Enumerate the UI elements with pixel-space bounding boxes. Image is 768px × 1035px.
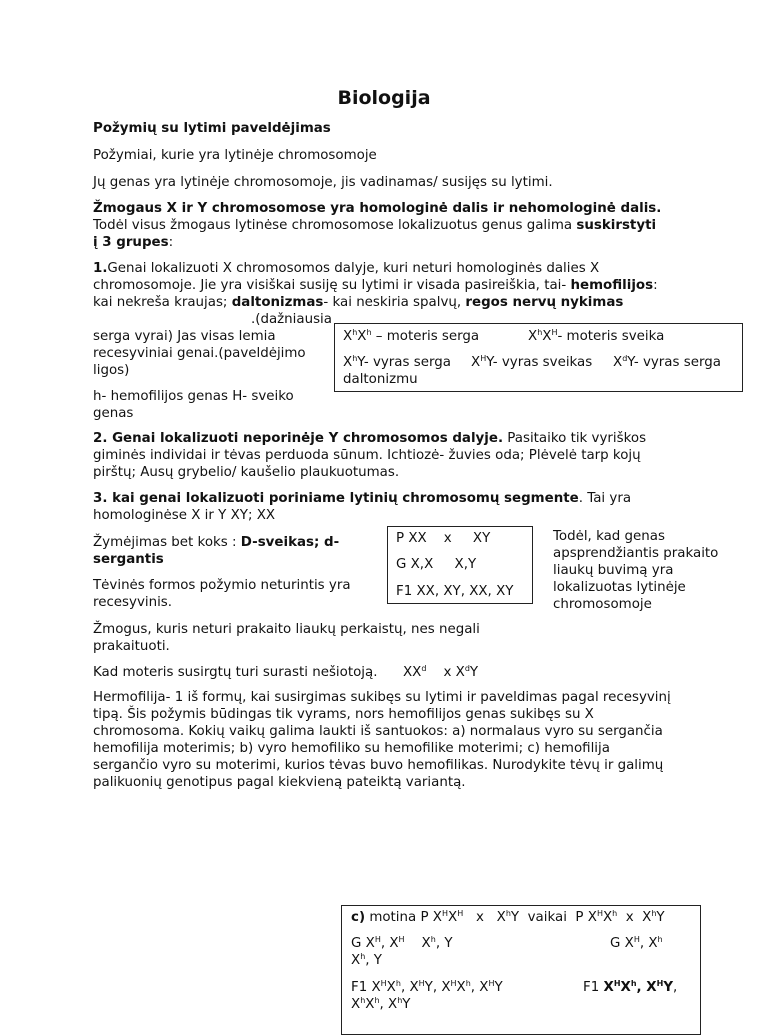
homolog-text: Todėl visus žmogaus lytinėse chromosomose lokalizuotus genus galima [93, 218, 577, 233]
genotype-row-1b: $X^hX^H-$ moteris sveika [528, 328, 665, 344]
group1-paragraph [93, 260, 663, 311]
carrier-paragraph: Kad moteris susirgtų turi surasti nešiotoją. $XX^d$ x $X^dY$ [93, 664, 479, 680]
group3-text: . Tai yra homologinėse X ir Y XY; XX [93, 491, 632, 523]
answer-gametes-wrap: $X^h$, Y [351, 952, 382, 968]
group3-paragraph [93, 490, 673, 524]
hemophilia-term: hemofilijos [570, 278, 654, 293]
intro-paragraph-2: Jų genas yra lytinėje chromosomoje, jis vadinamas/ susijęs su lytimi. [93, 175, 553, 190]
genotype-row-2c: $X^dY-$ vyras serga [613, 354, 721, 370]
genotype-row-2b: $X^HY-$ vyras sveikas [471, 354, 593, 370]
hemophilia-desc: : kai nekreša kraujas; [93, 278, 658, 310]
cross-row-p: P XX x XY [396, 531, 491, 546]
groups-bold-text: suskirstyti į 3 grupes [93, 218, 657, 250]
daltonism-desc: - kai neskiria spalvų, [323, 295, 466, 310]
group1-continuation-text: .(dažniausia serga vyrai) Jas visas lemia recesyviniai genai.(paveldėjimo ligos) [93, 312, 332, 378]
optic-nerve-term: regos nervų nykimas [465, 295, 624, 310]
homolog-bold-text: Žmogaus X ir Y chromosomose yra homologinė dalis ir nehomologinė dalis. [93, 201, 662, 216]
sweat-paragraph: Žmogus, kuris neturi prakaito liaukų perkaistų, nes negali prakaituoti. [93, 622, 480, 654]
side-note: Todėl, kad genas apsprendžiantis prakaito liaukų buvimą yra lokalizuotas lytinėje chromosomoje [553, 529, 719, 612]
answer-f1-right: F1 $X^HX^h$, $X^HY$, [583, 979, 678, 995]
cross-row-g: G X,X X,Y [396, 557, 477, 572]
answer-box [341, 905, 701, 1035]
group3-bold: 3. kai genai lokalizuoti poriniame lytinių chromosomų segmente [93, 491, 579, 506]
marking-bold: D-sveikas; d-sergantis [93, 535, 340, 567]
page-title: Biologija [337, 87, 431, 109]
cross-row-f1: F1 XX, XY, XX, XY [396, 584, 514, 599]
group2-bold: 2. Genai lokalizuoti neporinėje Y chromosomos dalyje. [93, 431, 504, 446]
answer-gametes-left: G $X^H$, $X^H$ $X^h$, Y [351, 935, 453, 951]
group1-text: Genai lokalizuoti X chromosomos dalyje, kuri neturi homologinės dalies X chromosomoje. Jie yra visiškai susiję su lytimi ir visada pasireiškia, tai- [93, 261, 600, 293]
intro-paragraph-1: Požymiai, kurie yra lytinėje chromosomoje [93, 148, 377, 163]
section-heading: Požymių su lytimi paveldėjimas [93, 121, 331, 136]
genotype-box [334, 323, 743, 392]
group2-text: Pasitaiko tik vyriškos giminės individai ir tėvas perduoda sūnum. Ichtiozė- žuvies oda; Plėvelė tarp kojų pirštų; Ausų grybelio/ kaušelio plaukuotumas. [93, 431, 647, 480]
recessive-paragraph: Tėvinės formos požymio neturintis yra recesyvinis. [93, 578, 351, 610]
cross-box [387, 526, 533, 604]
group2-paragraph [93, 430, 673, 481]
hemophilia-paragraph: Hermofilija- 1 iš formų, kai susirgimas sukibęs su lytimi ir paveldimas pagal recesyvinį tipą. Šis požymis būdingas tik vyrams, nors hemofilijos genas sukibęs su X chromosoma. Kokių vaikų galima laukti iš santuokos: a) normalaus vyro su sergančia hemofilija moterimis; b) vyro hemofiliko su hemofilike moterimi; c) hemofilija sergančio vyro su moterimi, kurios tėvas buvo hemofilikas. Nurodykite tėvų ir galimų palikuonių genotipus pagal kiekvieną pateiktą variantą. [93, 690, 671, 790]
answer-f1-wrap: $X^hX^h$, $X^hY$ [351, 996, 411, 1012]
genotype-row-3: daltonizmu [343, 372, 418, 387]
daltonism-term: daltonizmas [231, 295, 324, 310]
carrier-text: Kad moteris susirgtų turi surasti nešiotoją. [93, 665, 378, 680]
genotype-row-1a: $X^hX^h$ – moteris serga [343, 328, 480, 344]
homolog-colon: : [168, 235, 174, 250]
group1-continuation [93, 311, 335, 379]
answer-gametes-right: G $X^H$, $X^h$ [610, 935, 663, 951]
marking-paragraph [93, 534, 365, 568]
genotype-row-2a: $X^hY-$ vyras serga [343, 354, 451, 370]
group1-number: 1. [93, 261, 108, 276]
answer-f1-left: F1 $X^HX^h$, $X^HY$, $X^HX^h$, $X^HY$ [351, 979, 503, 995]
gene-legend: h- hemofilijos genas H- sveiko genas [93, 389, 294, 421]
answer-row-1: c) motina P $X^HX^H$ x $X^hY$ vaikai P $X^HX^h$ x $X^hY$ [351, 909, 665, 925]
homolog-paragraph [93, 200, 663, 251]
marking-text: Žymėjimas bet koks : [93, 535, 241, 550]
